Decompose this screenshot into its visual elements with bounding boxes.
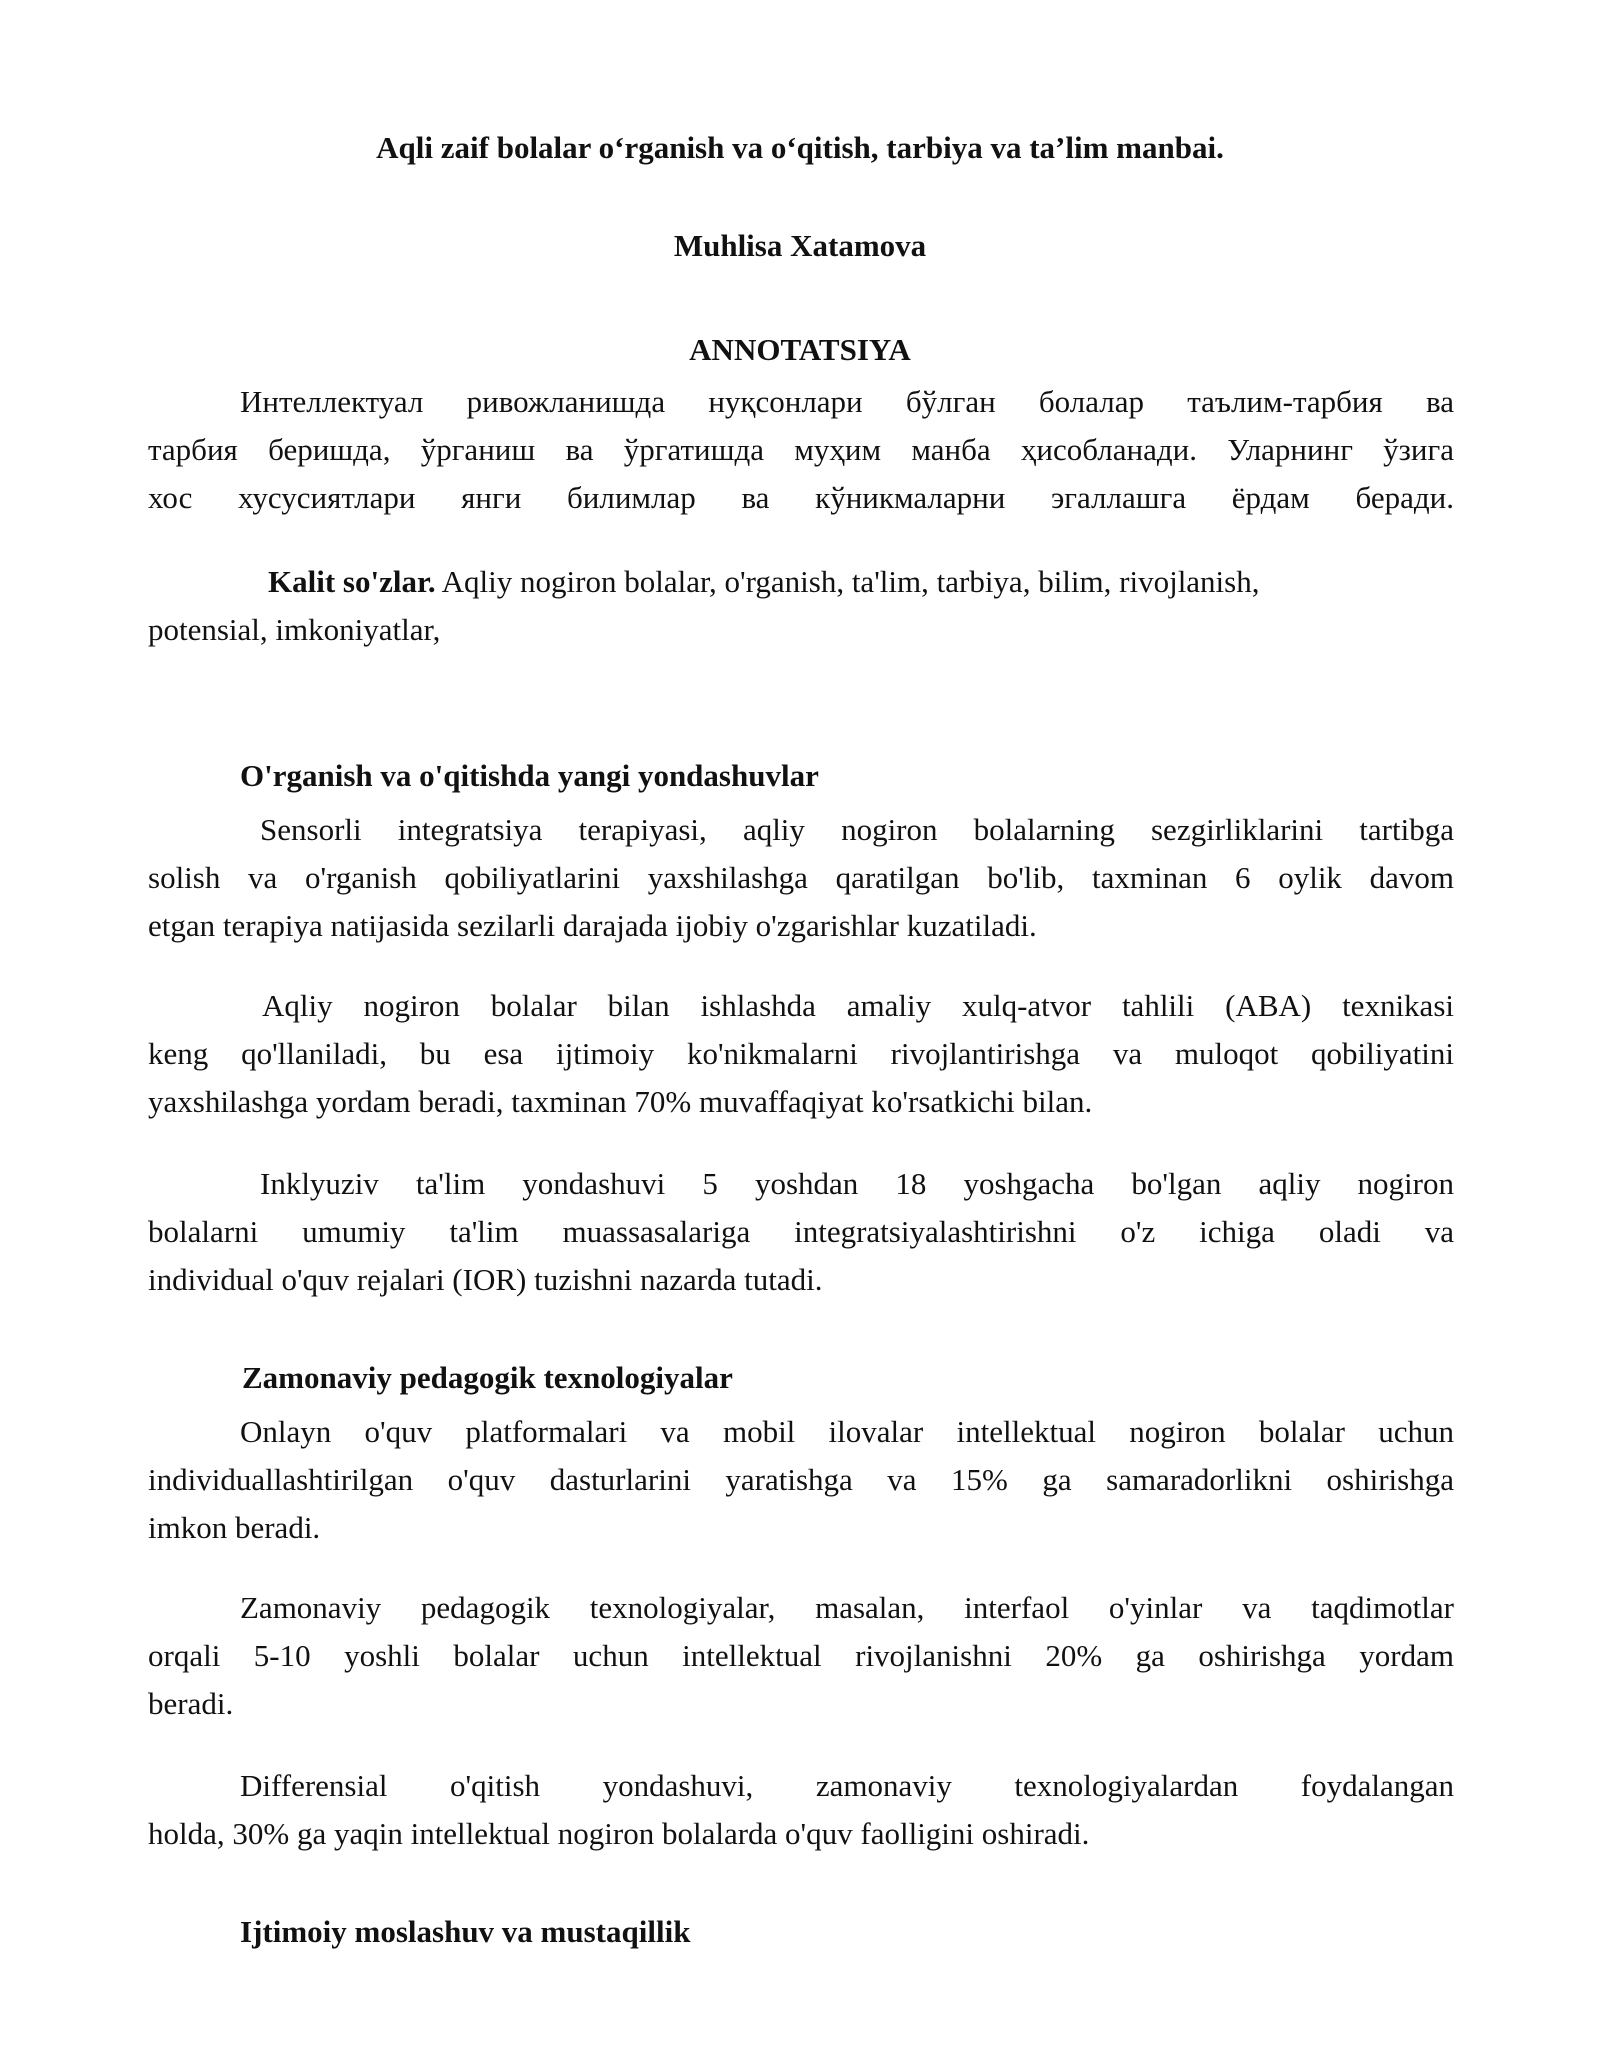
- paragraph-line: individuallashtirilgan o'quv dasturlarini yaratishga va 15% ga samaradorlikni oshirishga: [148, 1462, 1454, 1497]
- section-heading: Zamonaviy pedagogik texnologiyalar: [242, 1360, 733, 1395]
- paragraph-line: orqali 5-10 yoshli bolalar uchun intellektual rivojlanishni 20% ga oshirishga yordam: [148, 1638, 1454, 1673]
- annotation-line: Интеллектуал ривожланишда нуқсонлари бўлган болалар таълим-тарбия ва: [240, 384, 1454, 419]
- paragraph-line: individual o'quv rejalari (IOR) tuzishni nazarda tutadi.: [148, 1262, 823, 1297]
- paragraph-line: solish va o'rganish qobiliyatlarini yaxshilashga qaratilgan bo'lib, taxminan 6 oylik davom: [148, 860, 1454, 895]
- paragraph-line: holda, 30% ga yaqin intellektual nogiron bolalarda o'quv faolligini oshiradi.: [148, 1816, 1090, 1851]
- keywords-label: Kalit so'zlar.: [268, 564, 436, 599]
- paragraph-line: Onlayn o'quv platformalari va mobil ilovalar intellektual nogiron bolalar uchun: [240, 1414, 1454, 1449]
- paragraph-line: Differensial o'qitish yondashuvi, zamonaviy texnologiyalardan foydalangan: [240, 1768, 1454, 1803]
- document-title: Aqli zaif bolalar o‘rganish va o‘qitish, tarbiya va ta’lim manbai.: [376, 130, 1224, 165]
- annotation-line: хос хусусиятлари янги билимлар ва кўникмаларни эгаллашга ёрдам беради.: [148, 480, 1454, 515]
- paragraph-line: bolalarni umumiy ta'lim muassasalariga integratsiyalashtirishni o'z ichiga oladi va: [148, 1214, 1454, 1249]
- keywords-line-2: potensial, imkoniyatlar,: [148, 612, 441, 647]
- paragraph-line: keng qo'llaniladi, bu esa ijtimoiy ko'nikmalarni rivojlantirishga va muloqot qobiliyatini: [148, 1036, 1454, 1071]
- paragraph-line: beradi.: [148, 1686, 234, 1721]
- section-heading: Ijtimoiy moslashuv va mustaqillik: [240, 1914, 691, 1949]
- paragraph-line: Sensorli integratsiya terapiyasi, aqliy nogiron bolalarning sezgirliklarini tartibga: [260, 812, 1454, 847]
- paragraph-line: etgan terapiya natijasida sezilarli darajada ijobiy o'zgarishlar kuzatiladi.: [148, 908, 1037, 943]
- author-name: Muhlisa Xatamova: [673, 228, 927, 263]
- keywords-text: Aqliy nogiron bolalar, o'rganish, ta'lim, tarbiya, bilim, rivojlanish,: [435, 564, 1260, 599]
- paragraph-line: yaxshilashga yordam beradi, taxminan 70% muvaffaqiyat ko'rsatkichi bilan.: [148, 1084, 1093, 1119]
- keywords-line: [268, 558, 1454, 606]
- paragraph-line: Zamonaviy pedagogik texnologiyalar, masalan, interfaol o'yinlar va taqdimotlar: [240, 1590, 1454, 1625]
- section-heading: O'rganish va o'qitishda yangi yondashuvlar: [240, 758, 819, 793]
- paragraph-line: imkon beradi.: [148, 1510, 321, 1545]
- annotation-heading: ANNOTATSIYA: [689, 332, 911, 367]
- paragraph-line: Aqliy nogiron bolalar bilan ishlashda amaliy xulq-atvor tahlili (ABA) texnikasi: [262, 988, 1454, 1023]
- annotation-line: тарбия беришда, ўрганиш ва ўргатишда муҳим манба ҳисобланади. Уларнинг ўзига: [148, 432, 1454, 467]
- paragraph-line: Inklyuziv ta'lim yondashuvi 5 yoshdan 18 yoshgacha bo'lgan aqliy nogiron: [260, 1166, 1454, 1201]
